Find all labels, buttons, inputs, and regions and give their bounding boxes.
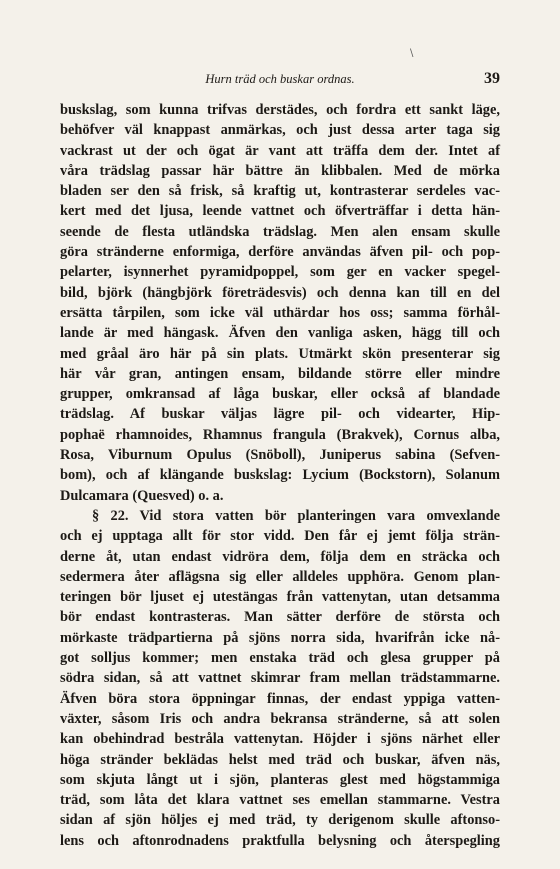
text-line: växter, såsom Iris och andra bekransa stränderne, så att solen [60, 710, 500, 727]
text-line: som skjuta långt ut i sjön, planteras glest med högstammiga [60, 771, 500, 788]
text-line: lande är med hängask. Äfven den vanliga asken, hägg till och [60, 325, 500, 342]
text-line: träd, som låta det klara vattnet ses emellan stammarne. Vestra [60, 792, 500, 809]
text-line: derne åt, utan endast vidröra dem, följa dem en sträcka och [60, 548, 500, 565]
text-line: lens och aftonrodnadens praktfulla belysning och återspegling [60, 832, 500, 849]
text-line: bör endast kontrasteras. Man sätter derföre de största och [60, 609, 500, 626]
text-line: bom), och af klängande buskslag: Lycium (Bockstorn), Solanum [60, 467, 500, 484]
section-start-line: § 22. Vid stora vatten bör planteringen vara omvexlande [92, 507, 500, 524]
text-line: got solljus kommer; men enstaka träd och glesa grupper på [60, 650, 500, 667]
margin-mark: \ [410, 48, 414, 59]
text-line: Äfven böra stora öppningar finnas, der endast yppiga vatten- [60, 690, 500, 707]
text-line: bladen ser den så frisk, så kraftig ut, kontrasterar serdeles vac- [60, 183, 500, 200]
text-line: seende de flesta utländska trädslag. Men alen ensam skulle [60, 223, 500, 240]
text-line: grupper, omkransad af låga buskar, eller också af blandade [60, 386, 500, 403]
text-line: här vår gran, antingen ensam, bildande större eller mindre [60, 365, 500, 382]
text-line: bild, björk (hängbjörk företrädesvis) och denna kan till en del [60, 284, 500, 301]
text-line: pelarter, isynnerhet pyramidpoppel, som ger en vacker spegel- [60, 264, 500, 281]
text-line: ersätta tårpilen, som icke väl uthärdar hos oss; samma förhål- [60, 304, 500, 321]
text-line: Dulcamara (Quesved) o. a. [60, 487, 224, 504]
text-line: med gråal äro här på sin plats. Utmärkt skön presenterar sig [60, 345, 500, 362]
text-line: kan obehindrad bestråla vattenytan. Höjder i sjöns närhet eller [60, 731, 500, 748]
text-line: Rosa, Viburnum Opulus (Snöboll), Juniperus sabina (Sefven- [60, 447, 500, 464]
text-line: göra stränderne enformiga, derföre användas äfven pil- och pop- [60, 244, 500, 261]
text-line: höga stränder beklädas helst med träd och buskar, äfven näs, [60, 751, 500, 768]
text-line: mörkaste trädpartierna på sjöns norra sida, hvarifrån icke nå- [60, 629, 500, 646]
text-line: pophaë rhamnoides, Rhamnus frangula (Brakvek), Cornus alba, [60, 426, 500, 443]
text-line: och ej upptaga allt för stor vidd. Den får ej jemt följa strän- [60, 528, 500, 545]
text-line: södra sidan, så att vattnet skimrar fram mellan trädstammarne. [60, 670, 500, 687]
text-line: behöfver väl knappast anmärkas, och just dessa arter taga sig [60, 122, 500, 139]
text-line: buskslag, som kunna trifvas derstädes, och fordra ett sankt läge, [60, 102, 500, 118]
text-line: trädslag. Af buskar väljas lägre pil- och videarter, Hip- [60, 406, 500, 423]
text-line: sidan af sjön höljes ej med träd, ty derigenom skulle aftonso- [60, 812, 500, 829]
page-header [60, 70, 500, 90]
text-line: våra trädslag passar här bättre än klibbalen. Med de mörka [60, 162, 500, 179]
text-line: kert med det ljusa, leende vattnet och öfverträffar i detta hän- [60, 203, 500, 220]
page-number: 39 [484, 70, 500, 87]
text-line: teringen bör ljuset ej utestängas från vattenytan, utan detsamma [60, 589, 500, 606]
text-line: sedermera åter aflägsna sig eller alldeles upphöra. Genom plan- [60, 568, 500, 585]
body-text [60, 100, 500, 851]
running-head: Hurn träd och buskar ordnas. [205, 72, 355, 86]
text-line: vackrast ut der och ögat är vant att träffa dem der. Intet af [60, 142, 500, 159]
